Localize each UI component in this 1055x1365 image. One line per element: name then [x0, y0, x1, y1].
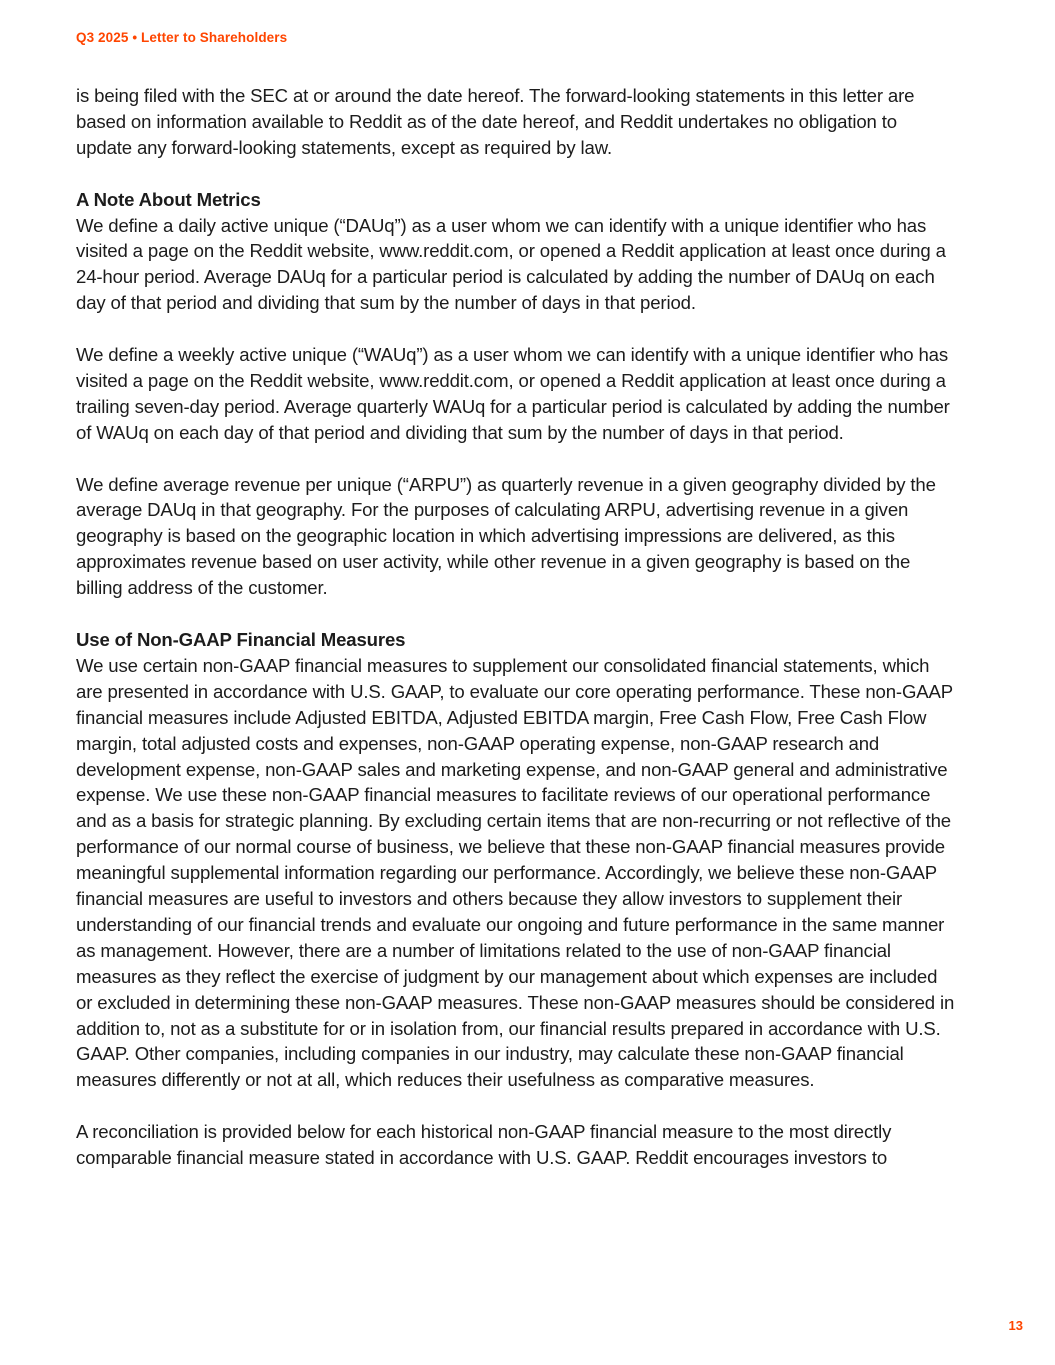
metrics-wauq-paragraph: We define a weekly active unique (“WAUq”) as a user whom we can identify with a unique identifier who has visited a page on the Reddit website, www.reddit.com, or opened a Reddit application at least once during a trailing seven-day period. Average quarterly WAUq for a particular period is calculated by adding the number of WAUq on each day of that period and dividing that sum by the number of days in that period.	[76, 344, 950, 443]
intro-paragraph: is being filed with the SEC at or around the date hereof. The forward-looking statements in this letter are based on information available to Reddit as of the date hereof, and Reddit undertakes no obligation to update any forward-looking statements, except as required by law.	[76, 85, 915, 158]
metrics-heading: A Note About Metrics	[76, 188, 261, 210]
metrics-arpu-paragraph: We define average revenue per unique (“ARPU”) as quarterly revenue in a given geography divided by the average DAUq in that geography. For the purposes of calculating ARPU, advertising revenue in a given geography is based on the geographic location in which advertising impressions are delivered, as this approximates revenue based on user activity, while other revenue in a given geography is based on the billing address of the customer.	[76, 473, 936, 599]
non-gaap-heading: Use of Non-GAAP Financial Measures	[76, 628, 406, 650]
document-body	[76, 83, 956, 1171]
non-gaap-paragraph: We use certain non-GAAP financial measures to supplement our consolidated financial statements, which are presented in accordance with U.S. GAAP, to evaluate our core operating performance. These non-GAAP financial measures include Adjusted EBITDA, Adjusted EBITDA margin, Free Cash Flow, Free Cash Flow margin, total adjusted costs and expenses, non-GAAP operating expense, non-GAAP research and development expense, non-GAAP sales and marketing expense, and non-GAAP general and administrative expense. We use these non-GAAP financial measures to facilitate reviews of our operational performance and as a basis for strategic planning. By excluding certain items that are non-recurring or not reflective of the performance of our normal course of business, we believe that these non-GAAP financial measures provide meaningful supplemental information regarding our performance. Accordingly, we believe these non-GAAP financial measures are useful to investors and others because they allow investors to supplement their understanding of our financial trends and evaluate our ongoing and future performance in the same manner as management. However, there are a number of limitations related to the use of non-GAAP financial measures as they reflect the exercise of judgment by our management about which expenses are included or excluded in determining these non-GAAP measures. These non-GAAP measures should be considered in addition to, not as a substitute for or in isolation from, our financial results prepared in accordance with U.S. GAAP. Other companies, including companies in our industry, may calculate these non-GAAP financial measures differently or not at all, which reduces their usefulness as comparative measures.	[76, 654, 955, 1091]
reconciliation-paragraph: A reconciliation is provided below for each historical non-GAAP financial measure to the most directly comparable financial measure stated in accordance with U.S. GAAP. Reddit encourages investors to	[76, 1121, 892, 1169]
document-header: Q3 2025 • Letter to Shareholders	[76, 30, 288, 45]
page-number: 13	[1008, 1318, 1023, 1333]
metrics-dauq-paragraph: We define a daily active unique (“DAUq”) as a user whom we can identify with a unique identifier who has visited a page on the Reddit website, www.reddit.com, or opened a Reddit application at least once during a 24-hour period. Average DAUq for a particular period is calculated by adding the number of DAUq on each day of that period and dividing that sum by the number of days in that period.	[76, 214, 946, 314]
